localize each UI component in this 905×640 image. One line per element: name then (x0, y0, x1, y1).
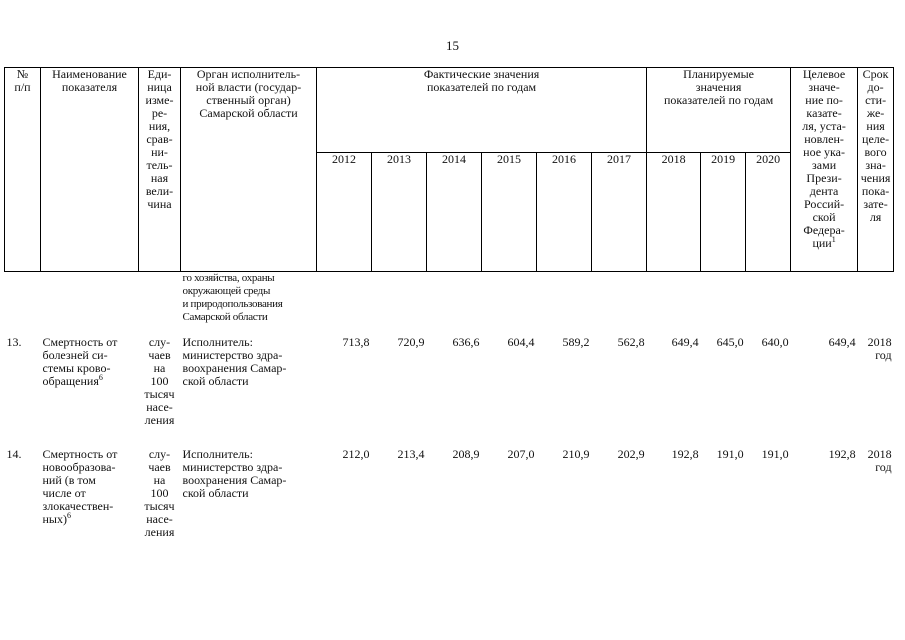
row-target: 649,4 (828, 335, 856, 349)
row-value: 562,8 (617, 335, 645, 349)
header-planned: Планируемые значения показателей по годам (647, 68, 791, 153)
row-unit: слу- чаев на 100 тысяч насе- ления (144, 335, 175, 427)
row-value: 202,9 (617, 447, 645, 461)
row-value: 604,4 (507, 335, 535, 349)
row-name-footnote: 6 (98, 373, 103, 382)
header-year: 2016 (537, 153, 592, 272)
header-year: 2013 (372, 153, 427, 272)
row-unit: слу- чаев на 100 тысяч насе- ления (144, 447, 175, 539)
row-number: 13. (6, 335, 22, 349)
header-year: 2012 (317, 153, 372, 272)
row-value: 212,0 (342, 447, 370, 461)
continuation-row (5, 272, 894, 327)
indicators-table (4, 67, 894, 539)
table-row (5, 326, 894, 438)
row-target: 192,8 (828, 447, 856, 461)
header-organ: Орган исполнитель- ной власти (государ- ственный орган) Самарской области (181, 68, 317, 272)
row-value: 192,8 (671, 447, 699, 461)
row-value: 191,0 (761, 447, 789, 461)
row-value: 210,9 (562, 447, 590, 461)
continuation-organ: го хозяйства, охраны окружающей среды и природопользования Самарской области (182, 272, 283, 323)
row-name-text: Смертность от болезней си- стемы крово- обращения (42, 335, 118, 388)
row-name-footnote: 6 (66, 511, 71, 520)
row-organ: Исполнитель: министерство здра- воохранения Самар- ской области (182, 335, 287, 388)
header-unit: Еди- ница изме- ре- ния, срав- ни- тель- ная вели- чина (139, 68, 181, 272)
header-year: 2018 (647, 153, 701, 272)
row-name (41, 438, 139, 539)
row-value: 589,2 (562, 335, 590, 349)
header-year: 2020 (746, 153, 791, 272)
header-year: 2014 (427, 153, 482, 272)
row-value: 208,9 (452, 447, 480, 461)
row-value: 645,0 (716, 335, 744, 349)
row-value: 191,0 (716, 447, 744, 461)
header-year: 2019 (701, 153, 746, 272)
row-value: 207,0 (507, 447, 535, 461)
header-year: 2017 (592, 153, 647, 272)
row-value: 640,0 (761, 335, 789, 349)
row-value: 213,4 (397, 447, 425, 461)
row-organ: Исполнитель: министерство здра- воохранения Самар- ской области (182, 447, 287, 500)
header-name: Наименование показателя (41, 68, 139, 272)
row-deadline: 2018 год (867, 447, 892, 474)
header-target-text: Целевое значе- ние по- казате- ля, уста- новлен- ное ука- зами Прези- дента Россий- ской Федера- ции (802, 67, 846, 250)
header-year: 2015 (482, 153, 537, 272)
header-target (791, 68, 858, 272)
row-number: 14. (6, 447, 22, 461)
row-deadline: 2018 год (867, 335, 892, 362)
row-value: 649,4 (671, 335, 699, 349)
page-number: 15 (446, 38, 459, 53)
table-row (5, 438, 894, 539)
header-deadline: Срок до- сти- же- ния целе- вого зна- чения пока- зате- ля (858, 68, 894, 272)
header-no: № п/п (5, 68, 41, 272)
row-name (41, 326, 139, 438)
row-value: 636,6 (452, 335, 480, 349)
row-value: 720,9 (397, 335, 425, 349)
header-actual: Фактические значения показателей по годам (317, 68, 647, 153)
row-value: 713,8 (342, 335, 370, 349)
header-target-footnote: 1 (831, 235, 836, 244)
row-name-text: Смертность от новообразова- ний (в том числе от злокачествен- ных) (42, 447, 118, 526)
